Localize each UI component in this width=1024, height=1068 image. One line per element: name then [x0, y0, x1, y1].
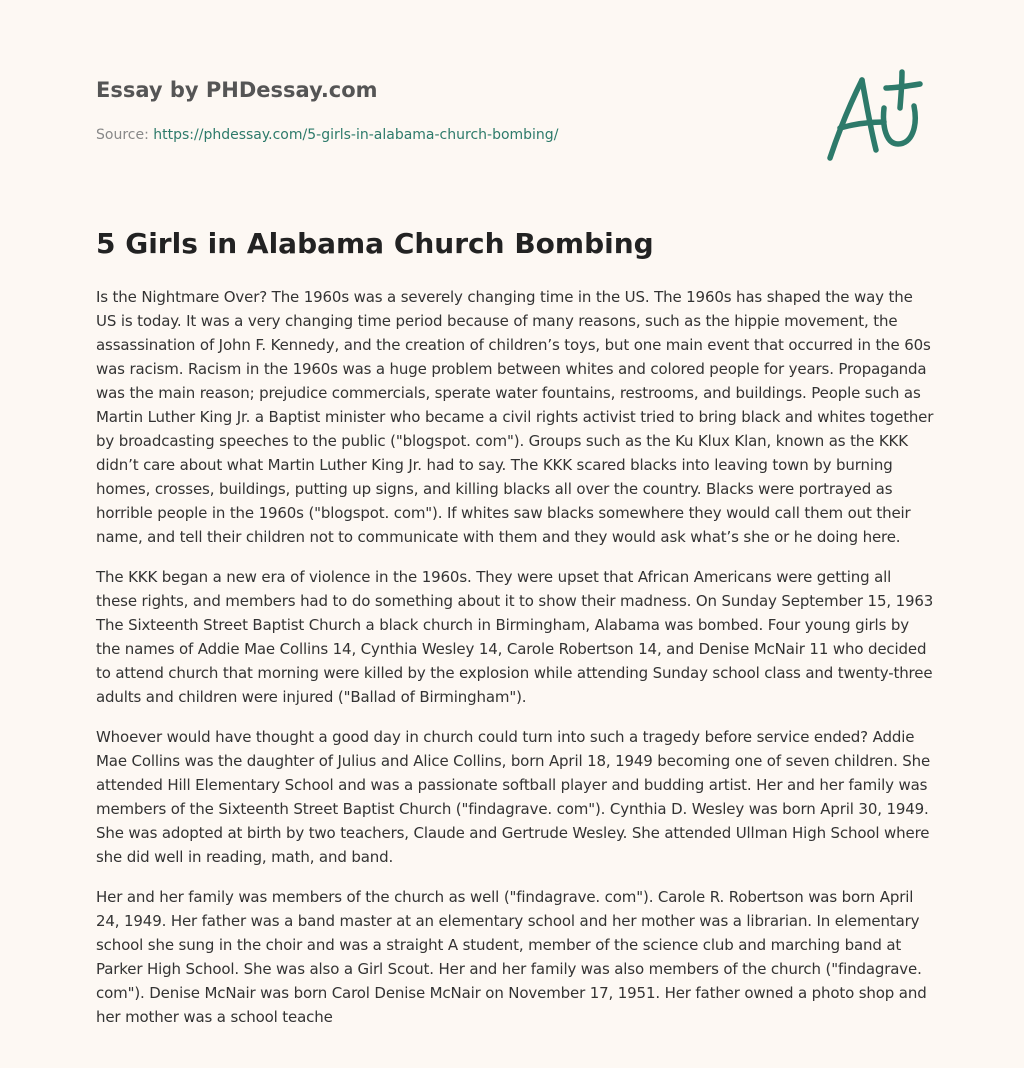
essay-paragraph: Her and her family was members of the church as well ("findagrave. com"). Carole R. Robertson was born April 24, 1949. Her father was a band master at an elementary school and her mother was a librarian. In elementary school she sung in the choir and was a straight A student, member of the science club and marching band at Parker High School. She was also a Girl Scout. Her and her family was also members of the church ("findagrave. com"). Denise McNair was born Carol Denise McNair on November 17, 1951. Her father owned a photo shop and her mother was a school teache [96, 888, 927, 1026]
essay-paragraph: The KKK began a new era of violence in the 1960s. They were upset that African Americans were getting all these rights, and members had to do something about it to show their madness. On Sunday September 15, 1963 The Sixteenth Street Baptist Church a black church in Birmingham, Alabama was bombed. Four young girls by the names of Addie Mae Collins 14, Cynthia Wesley 14, Carole Robertson 14, and Denise McNair 11 who decided to attend church that morning were killed by the explosion while attending Sunday school class and twenty-three adults and children were injured ("Ballad of Birmingham"). [96, 568, 934, 706]
source-link[interactable]: https://phdessay.com/5-girls-in-alabama-church-bombing/ [153, 127, 559, 143]
source-line [96, 125, 816, 145]
essay-paragraph: Is the Nightmare Over? The 1960s was a severely changing time in the US. The 1960s has shaped the way the US is today. It was a very changing time period because of many reasons, such as the hippie movement, the assassination of John F. Kennedy, and the creation of children’s toys, but one main event that occurred in the 60s was racism. Racism in the 1960s was a huge problem between whites and colored people for years. Propaganda was the main reason; prejudice commercials, sperate water fountains, restrooms, and buildings. People such as Martin Luther King Jr. a Baptist minister who became a civil rights activist tried to bring black and whites together by broadcasting speeches to the public ("blogspot. com"). Groups such as the Ku Klux Klan, known as the KKK didn’t care about what Martin Luther King Jr. had to say. The KKK scared blacks into leaving town by burning homes, crosses, buildings, putting up signs, and killing blacks all over the country. Blacks were portrayed as horrible people in the 1960s ("blogspot. com"). If whites saw blacks somewhere they would call them out their name, and tell their children not to communicate with them and they would ask what’s she or he doing here. [96, 288, 934, 546]
essay-body [96, 285, 936, 1045]
source-label: Source: [96, 127, 154, 143]
essay-title: 5 Girls in Alabama Church Bombing [96, 227, 654, 260]
a-plus-logo-svg [818, 64, 930, 168]
essay-paragraph: Whoever would have thought a good day in church could turn into such a tragedy before service ended? Addie Mae Collins was the daughter of Julius and Alice Collins, born April 18, 1949 becoming one of seven children. She attended Hill Elementary School and was a passionate softball player and budding artist. Her and her family was members of the Sixteenth Street Baptist Church ("findagrave. com"). Cynthia D. Wesley was born April 30, 1949. She was adopted at birth by two teachers, Claude and Gertrude Wesley. She attended Ullman High School where she did well in reading, math, and band. [96, 728, 931, 866]
page-header [96, 76, 816, 145]
a-plus-logo-icon [818, 64, 930, 168]
site-title: Essay by PHDessay.com [96, 78, 378, 102]
